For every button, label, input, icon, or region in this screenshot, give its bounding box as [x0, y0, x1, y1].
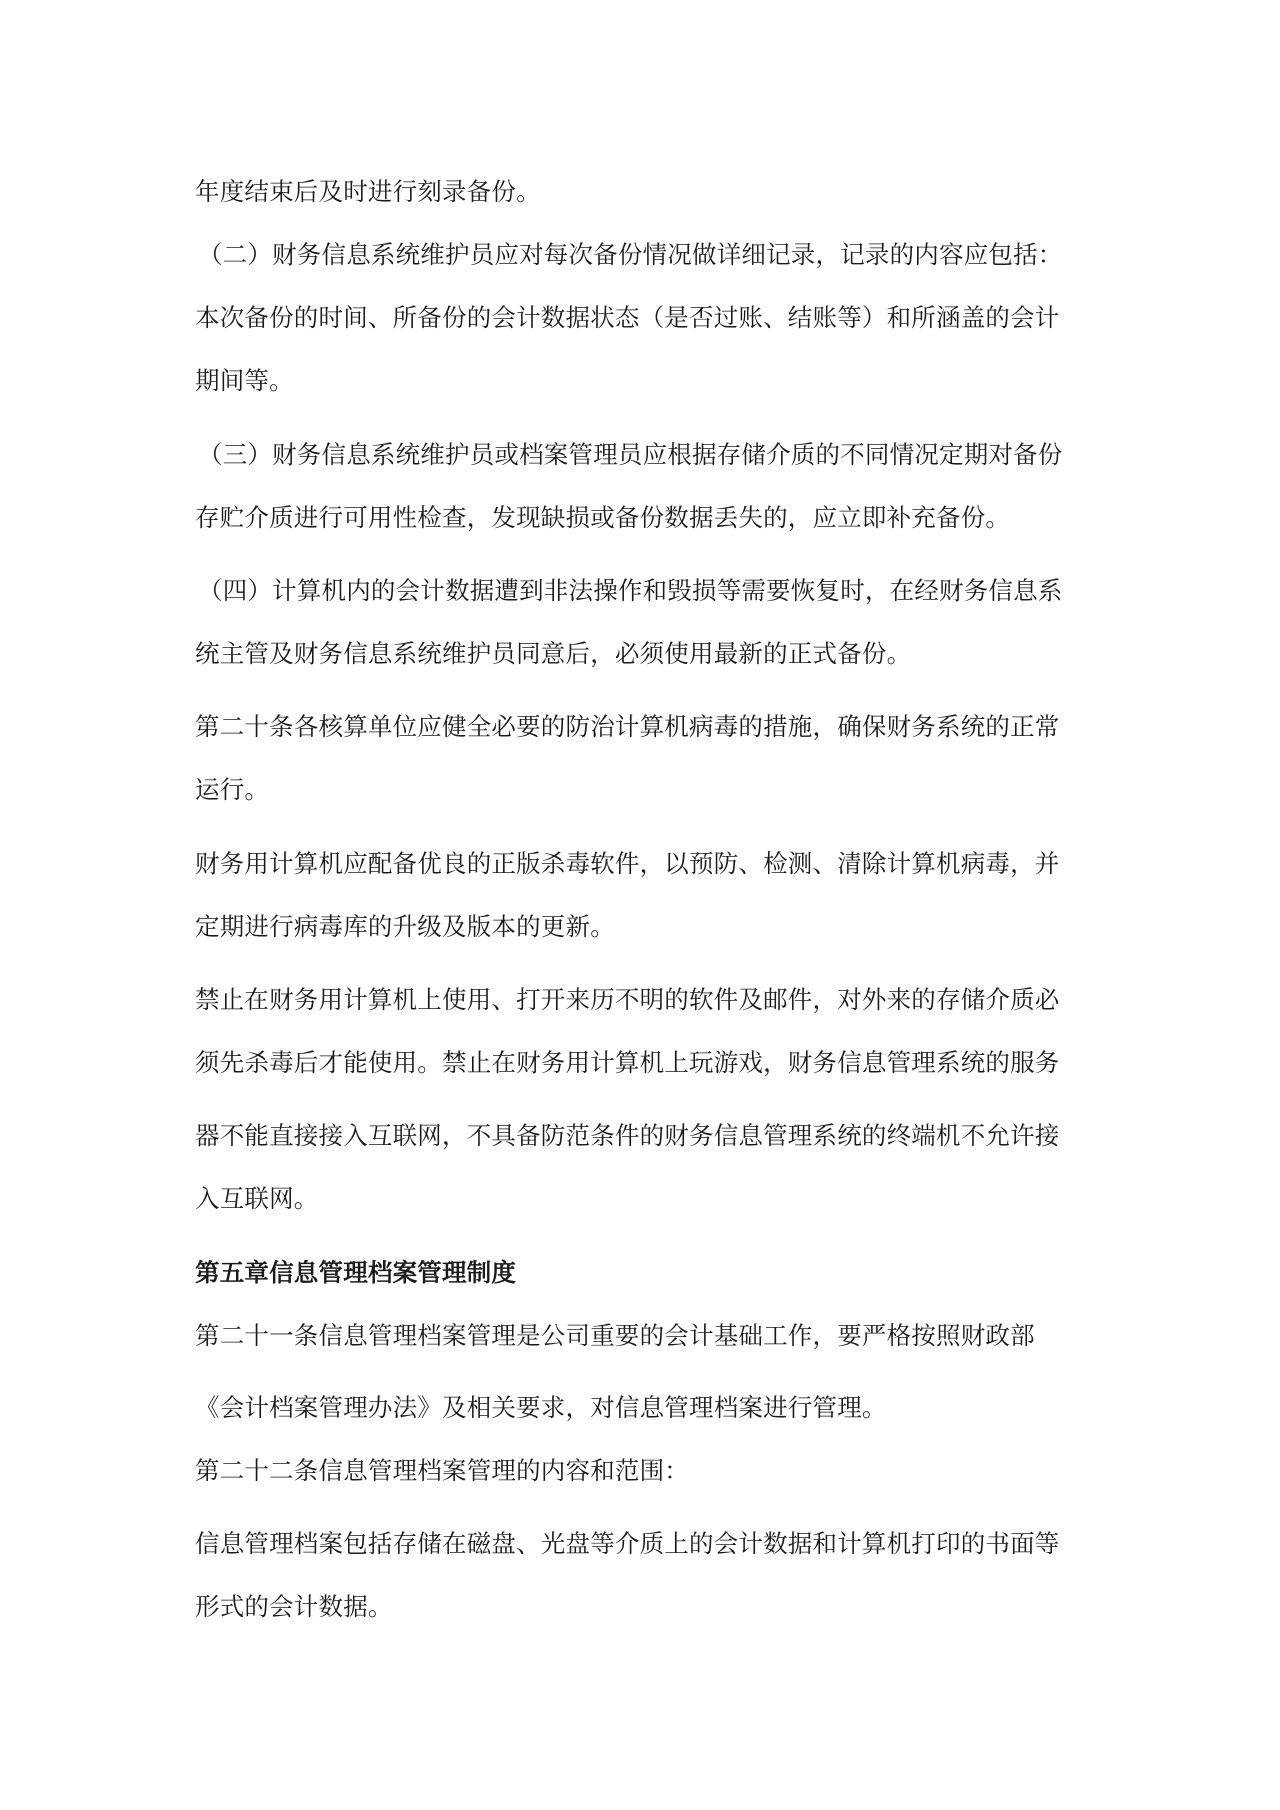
- text-line: 入互联网。: [195, 1184, 319, 1213]
- text-line: 期间等。: [195, 366, 294, 395]
- text-line: 定期进行病毒库的升级及版本的更新。: [195, 912, 615, 941]
- text-line: 统主管及财务信息系统维护员同意后，必须使用最新的正式备份。: [195, 639, 912, 668]
- text-line: 禁止在财务用计算机上使用、打开来历不明的软件及邮件，对外来的存储介质必: [195, 985, 1060, 1014]
- text-line: 第二十二条信息管理档案管理的内容和范围：: [195, 1456, 689, 1485]
- text-line: （三）财务信息系统维护员或档案管理员应根据存储介质的不同情况定期对备份: [198, 440, 1063, 469]
- text-line: （四）计算机内的会计数据遭到非法操作和毁损等需要恢复时，在经财务信息系: [198, 576, 1063, 605]
- text-line: 财务用计算机应配备优良的正版杀毒软件，以预防、检测、清除计算机病毒，并: [195, 849, 1060, 878]
- text-line: 器不能直接接入互联网，不具备防范条件的财务信息管理系统的终端机不允许接: [195, 1121, 1060, 1150]
- text-line: 形式的会计数据。: [195, 1592, 393, 1621]
- text-line: 第二十一条信息管理档案管理是公司重要的会计基础工作，要严格按照财政部: [195, 1321, 1035, 1350]
- text-line: 《会计档案管理办法》及相关要求，对信息管理档案进行管理。: [195, 1393, 887, 1422]
- text-line: 须先杀毒后才能使用。禁止在财务用计算机上玩游戏，财务信息管理系统的服务: [195, 1048, 1060, 1077]
- text-line: 年度结束后及时进行刻录备份。: [195, 177, 541, 206]
- text-line: 存贮介质进行可用性检查，发现缺损或备份数据丢失的，应立即补充备份。: [195, 503, 1011, 532]
- text-line: 信息管理档案包括存储在磁盘、光盘等介质上的会计数据和计算机打印的书面等: [195, 1529, 1060, 1558]
- text-line: 本次备份的时间、所备份的会计数据状态（是否过账、结账等）和所涵盖的会计: [195, 303, 1060, 332]
- chapter-heading: 第五章信息管理档案管理制度: [195, 1258, 517, 1287]
- document-page: [195, 0, 1095, 1810]
- text-line: （二）财务信息系统维护员应对每次备份情况做详细记录，记录的内容应包括：: [198, 240, 1063, 269]
- text-line: 第二十条各核算单位应健全必要的防治计算机病毒的措施，确保财务系统的正常: [195, 712, 1060, 741]
- text-line: 运行。: [195, 775, 270, 804]
